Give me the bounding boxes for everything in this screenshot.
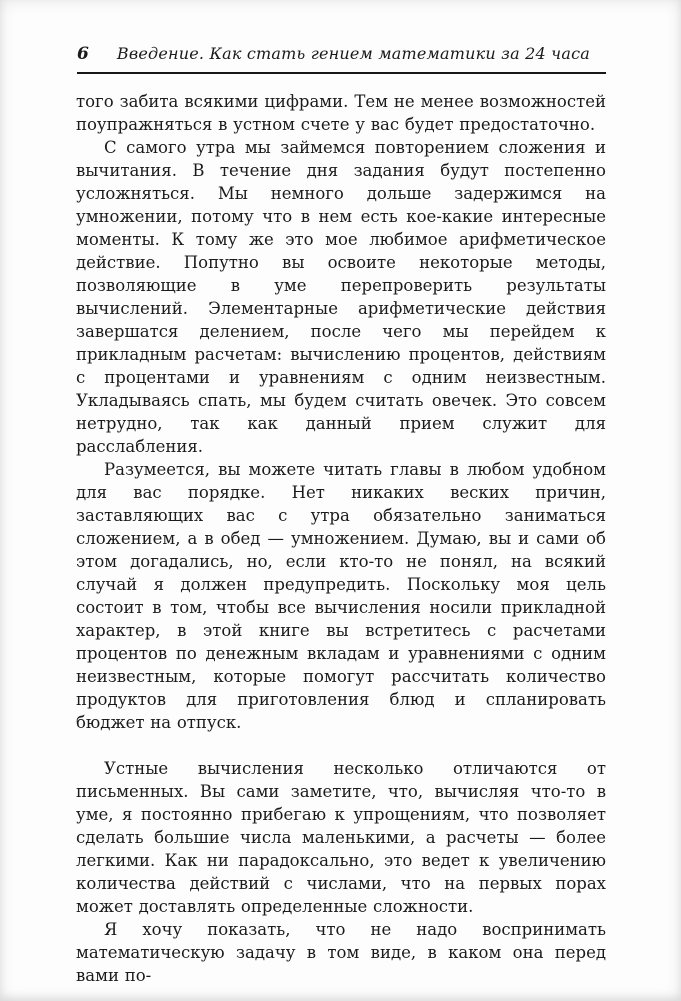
page-header bbox=[77, 44, 606, 64]
page-body bbox=[76, 90, 606, 987]
paragraph-4: Устные вычисления несколько отличаются от письменных. Вы сами заметите, что, вычисляя что-то в уме, я постоянно прибегаю к упрощениям, что позволяет сделать большие числа маленькими, а расчеты — более легкими. Как ни парадоксально, это ведет к увеличению количества действий с числами, что на первых порах может доставлять определенные сложности. bbox=[76, 759, 606, 916]
paragraph-3: Разумеется, вы можете читать главы в любом удобном для вас порядке. Нет никаких веских причин, заставляющих вас с утра обязательно заниматься сложением, а в обед — умножением. Думаю, вы и сами об этом догадались, но, если кто-то не понял, на всякий случай я должен предупредить. Поскольку моя цель состоит в том, чтобы все вычисления носили прикладной характер, в этой книге вы встретитесь с расчетами процентов по денежным вкладам и уравнениями с одним неизвестным, которые помогут рассчитать количество продуктов для приготовления блюд и спланировать бюджет на отпуск. bbox=[76, 460, 606, 732]
paragraph-5: Я хочу показать, что не надо воспринимать математическую задачу в том виде, в каком она перед вами по- bbox=[76, 920, 606, 985]
paragraph-2: С самого утра мы займемся повторением сложения и вычитания. В течение дня задания будут постепенно усложняться. Мы немного дольше задержимся на умножении, потому что в нем есть кое-какие интересные моменты. К тому же это мое любимое арифметическое действие. Попутно вы освоите некоторые методы, позволяющие в уме перепроверить результаты вычислений. Элементарные арифметические действия завершатся делением, после чего мы перейдем к прикладным расчетам: вычислению процентов, действиям с процентами и уравнениям с одним неизвестным. Укладываясь спать, мы будем считать овечек. Это совсем нетрудно, так как данный прием служит для расслабления. bbox=[76, 138, 606, 456]
page-number: 6 bbox=[77, 44, 89, 64]
paragraph-1: того забита всякими цифрами. Тем не менее возможностей поупражняться в устном счете у вас будет предостаточно. bbox=[76, 92, 606, 134]
running-title: Введение. Как стать гением математики за 24 часа bbox=[116, 44, 590, 63]
header-rule bbox=[77, 72, 606, 74]
